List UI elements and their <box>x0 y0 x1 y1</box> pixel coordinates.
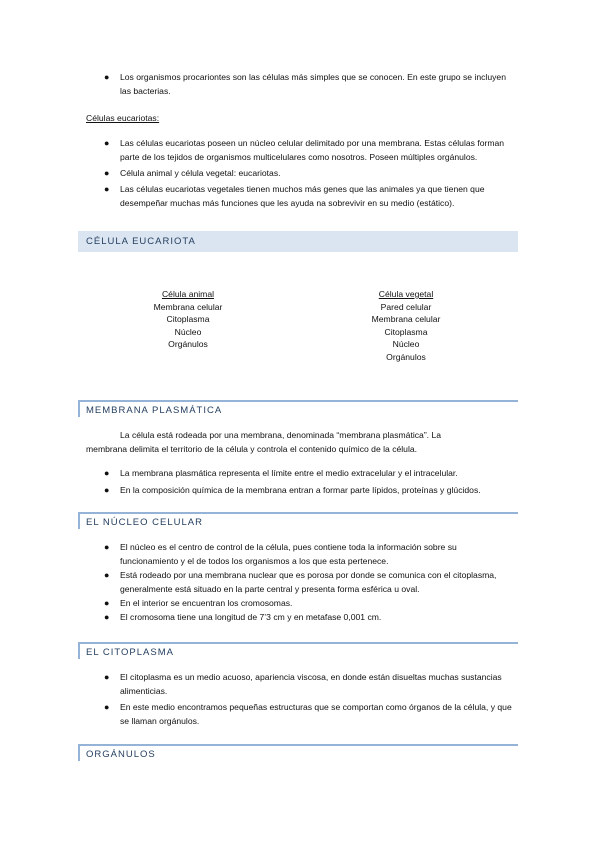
list-item: ● El cromosoma tiene una longitud de 7’3 cm y en metafase 0,001 cm. <box>104 612 382 622</box>
bullet-icon: ● <box>104 138 110 148</box>
list-item: Membrana celular <box>371 314 441 324</box>
list-item: Orgánulos <box>386 351 426 362</box>
bullet-icon: ● <box>104 184 110 194</box>
list-item: ● El núcleo es el centro de control de la célula, pues contiene toda la información sobre su funcionamiento y el de todos los organismos a los que esta pertenece. <box>104 542 457 566</box>
plant-cell-column <box>326 288 486 363</box>
bullet-icon: ● <box>104 72 110 82</box>
list-item: Núcleo <box>174 326 202 337</box>
list-item: Pared celular <box>380 301 432 312</box>
bullet-icon: ● <box>104 598 110 608</box>
eucariotas-bullet-list <box>100 136 515 210</box>
list-item: ● La membrana plasmática representa el límite entre el medio extracelular y el intracelular. <box>104 468 458 478</box>
bullet-icon: ● <box>104 542 110 552</box>
list-item: Citoplasma <box>384 326 428 337</box>
animal-cell-column <box>108 288 268 351</box>
bullet-icon: ● <box>104 168 110 178</box>
list-item: Núcleo <box>392 339 420 349</box>
section-heading-celula-eucariota: CÉLULA EUCARIOTA <box>78 231 518 252</box>
eucariotas-heading: Células eucariotas: <box>86 113 160 123</box>
list-item: ● El citoplasma es un medio acuoso, apariencia viscosa, en donde están disueltas muchas sustancias alimenticias. <box>104 672 502 696</box>
list-item: ● Los organismos procariontes son las células más simples que se conocen. En este grupo se incluyen las bacterias. <box>104 72 506 96</box>
list-item: Citoplasma <box>166 314 210 324</box>
list-item: ● En la composición química de la membrana entran a formar parte lípidos, proteínas y glúcidos. <box>104 485 481 495</box>
section-heading-membrana: MEMBRANA PLASMÁTICA <box>78 400 518 417</box>
list-item: ● Célula animal y célula vegetal: eucariotas. <box>104 168 281 178</box>
intro-bullet-list <box>100 70 515 98</box>
animal-cell-heading: Célula animal <box>161 289 215 299</box>
membrana-bullet-list <box>100 466 515 497</box>
list-item: ● Está rodeado por una membrana nuclear que es porosa por donde se comunica con el citoplasma, generalmente está situado en la parte central y presenta forma esférica u oval. <box>104 570 497 594</box>
section-heading-organulos: ORGÁNULOS <box>78 744 518 761</box>
list-item: ● Las células eucariotas vegetales tienen muchos más genes que las animales ya que tienen que desempeñar muchas más funciones que les ayuda na sobrevivir en su medio (estático). <box>104 184 485 208</box>
bullet-icon: ● <box>104 612 110 622</box>
bullet-icon: ● <box>104 468 110 478</box>
nucleo-bullet-list <box>100 540 515 624</box>
list-item: Membrana celular <box>153 301 223 312</box>
list-item: ● En el interior se encuentran los cromosomas. <box>104 598 293 608</box>
section-heading-citoplasma: EL CITOPLASMA <box>78 642 518 659</box>
bullet-icon: ● <box>104 485 110 495</box>
plant-cell-heading: Célula vegetal <box>378 289 434 299</box>
bullet-icon: ● <box>104 702 110 712</box>
list-item: ● Las células eucariotas poseen un núcleo celular delimitado por una membrana. Estas células forman parte de los tejidos de organismos multicelulares como nosotros. Poseen múltiples orgánulos. <box>104 138 505 162</box>
membrana-paragraph: La célula está rodeada por una membrana, denominada “membrana plasmática”. La membrana delimita el territorio de la célula y controla el contenido químico de la célula. <box>86 430 442 454</box>
citoplasma-bullet-list <box>100 670 515 728</box>
bullet-icon: ● <box>104 570 110 580</box>
section-heading-nucleo: EL NÚCLEO CELULAR <box>78 512 518 529</box>
bullet-icon: ● <box>104 672 110 682</box>
list-item: ● En este medio encontramos pequeñas estructuras que se comportan como órganos de la célula, y que se llaman orgánulos. <box>104 702 512 726</box>
list-item: Orgánulos <box>168 339 208 349</box>
